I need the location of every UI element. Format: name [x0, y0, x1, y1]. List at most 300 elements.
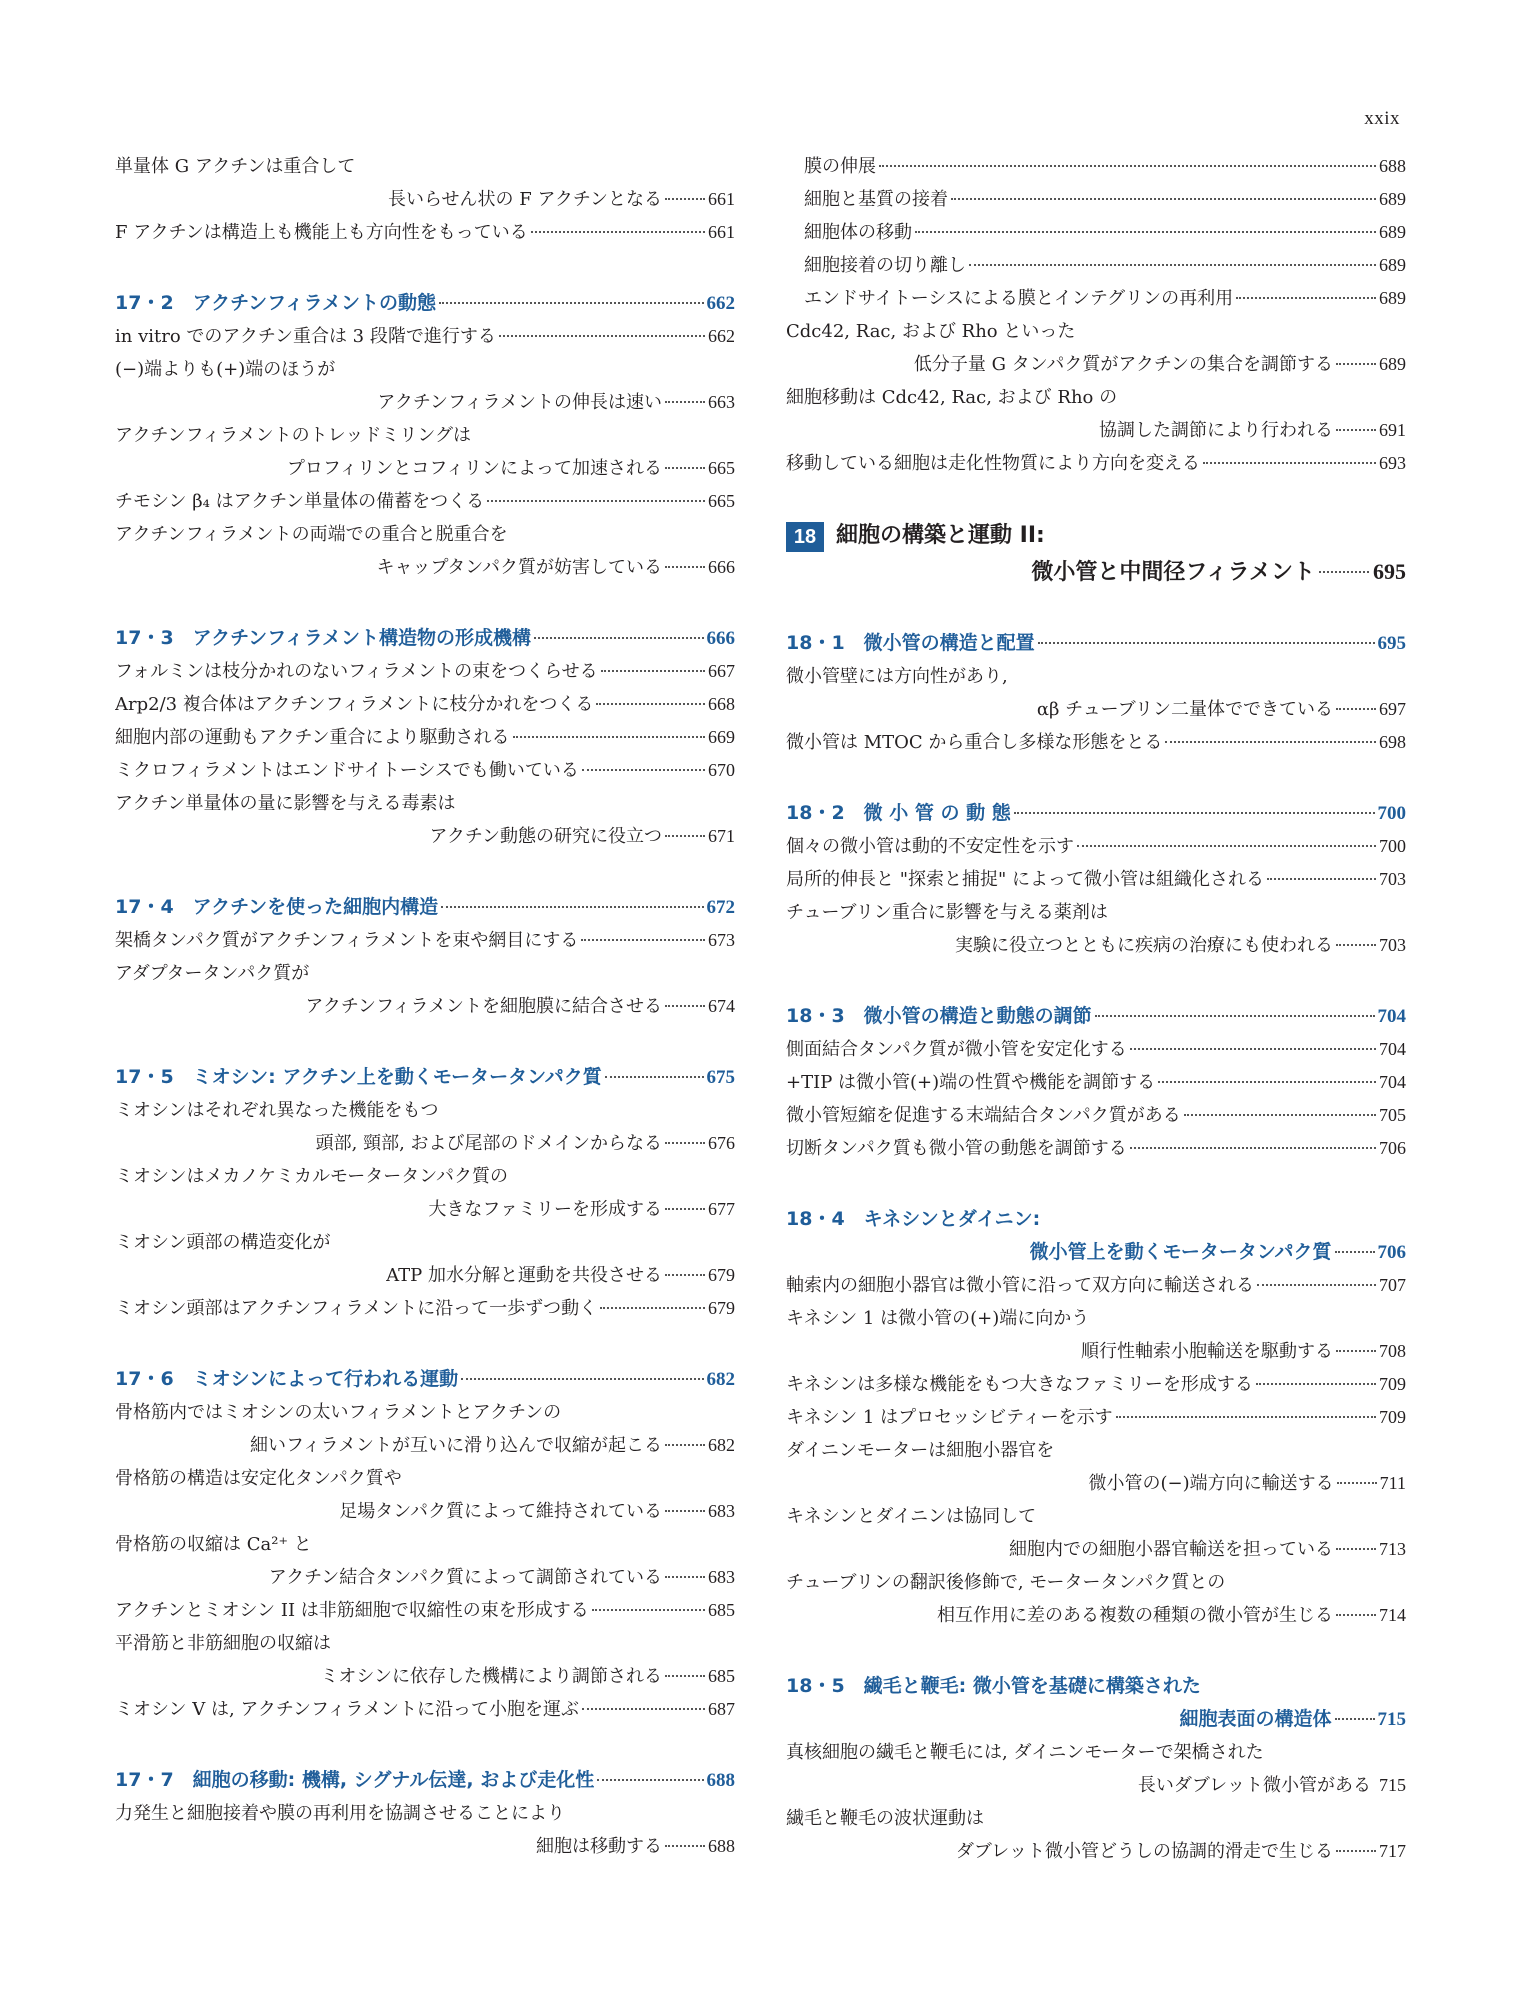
toc-entry[interactable]	[115, 754, 735, 787]
toc-entry-text: キャップタンパク質が妨害している	[376, 557, 662, 578]
toc-entry[interactable]	[786, 381, 1406, 414]
toc-page-number: 688	[708, 1836, 735, 1856]
toc-page-number: 704	[1379, 1072, 1406, 1092]
leader-dots	[665, 1005, 705, 1007]
chapter-number-badge: 18	[786, 522, 824, 552]
section-title: 18・3 微小管の構造と動態の調節	[786, 1005, 1092, 1027]
toc-entry-text: 架橋タンパク質がアクチンフィラメントを束や網目にする	[115, 930, 579, 951]
leader-dots	[1095, 1015, 1375, 1017]
toc-section	[115, 287, 735, 584]
toc-entry[interactable]	[115, 1094, 735, 1127]
toc-entry[interactable]	[786, 348, 1406, 381]
toc-entry-text: 移動している細胞は走化性物質により方向を変える	[786, 453, 1200, 474]
toc-page-number: 709	[1379, 1374, 1406, 1394]
toc-entry[interactable]	[115, 1797, 735, 1830]
toc-entry[interactable]	[115, 452, 735, 485]
toc-entry[interactable]	[115, 1561, 735, 1594]
toc-entry[interactable]	[786, 660, 1406, 693]
toc-entry[interactable]	[115, 1396, 735, 1429]
toc-entry[interactable]	[115, 1127, 735, 1160]
section-title-entry[interactable]	[115, 287, 735, 320]
toc-entry[interactable]	[786, 1302, 1406, 1335]
toc-page-number: 685	[708, 1600, 735, 1620]
toc-page-number: 667	[708, 661, 735, 681]
section-title: 18・1 微小管の構造と配置	[786, 632, 1035, 654]
toc-entry-text: 細いフィラメントが互いに滑り込んで収縮が起こる	[249, 1435, 662, 1456]
toc-page-number: 665	[708, 491, 735, 511]
section-title-entry[interactable]	[115, 1764, 735, 1797]
toc-entry[interactable]	[786, 726, 1406, 759]
toc-entry-text: 微小管は MTOC から重合し多様な形態をとる	[786, 732, 1163, 753]
toc-entry[interactable]	[786, 1599, 1406, 1632]
toc-page-number: 683	[708, 1567, 735, 1587]
toc-entry[interactable]	[786, 1566, 1406, 1599]
toc-page-number: 682	[708, 1435, 735, 1455]
toc-entry-text: ミオシンに依存した機構により調節される	[320, 1666, 662, 1687]
toc-entry-text: アクチンフィラメントの両端での重合と脱重合を	[115, 524, 508, 545]
toc-entry[interactable]	[786, 1099, 1406, 1132]
toc-entry-text: 細胞内での細胞小器官輸送を担っている	[1009, 1539, 1333, 1560]
leader-dots	[605, 1076, 704, 1078]
toc-entry-text: アクチンフィラメントの伸長は速い	[377, 392, 662, 413]
toc-entry-text: ダブレット微小管どうしの協調的滑走で生じる	[955, 1841, 1333, 1862]
section-title: 17・3 アクチンフィラメント構造物の形成機構	[115, 627, 532, 649]
toc-page-number: 689	[1379, 222, 1406, 242]
toc-entry-text: アクチンとミオシン II は非筋細胞で収縮性の束を形成する	[115, 1600, 589, 1621]
toc-page-number: 679	[708, 1298, 735, 1318]
leader-dots	[461, 1378, 703, 1380]
leader-dots	[1256, 1383, 1376, 1385]
toc-page-number: 715	[1379, 1775, 1406, 1795]
toc-entry[interactable]	[115, 990, 735, 1023]
section-title: 18・5 繊毛と鞭毛: 微小管を基礎に構築された	[786, 1675, 1201, 1697]
toc-entry-text: プロフィリンとコフィリンによって加速される	[286, 458, 662, 479]
leader-dots	[1257, 1284, 1376, 1286]
toc-left-column	[115, 150, 735, 1901]
toc-entry-text: 長いダブレット微小管がある	[1137, 1775, 1371, 1796]
toc-entry[interactable]	[115, 1226, 735, 1259]
leader-dots	[1158, 1081, 1376, 1083]
toc-entry-text: 大きなファミリーを形成する	[428, 1199, 662, 1220]
toc-entry[interactable]	[115, 721, 735, 754]
leader-dots	[1336, 1548, 1376, 1550]
toc-page-number: 706	[1377, 1242, 1406, 1263]
leader-dots	[531, 231, 705, 233]
toc-section	[786, 1000, 1406, 1165]
toc-entry-text: 低分子量 G タンパク質がアクチンの集合を調節する	[913, 354, 1333, 375]
leader-dots	[581, 939, 705, 941]
toc-entry[interactable]	[115, 353, 735, 386]
leader-dots	[665, 198, 705, 200]
toc-entry[interactable]	[786, 315, 1406, 348]
toc-page-number: 676	[708, 1133, 735, 1153]
toc-page-number: 677	[708, 1199, 735, 1219]
toc-page-number: 671	[708, 826, 735, 846]
toc-page-number: 669	[708, 727, 735, 747]
section-title-entry[interactable]	[786, 1203, 1406, 1236]
toc-page-number: 704	[1377, 1006, 1406, 1027]
toc-entry[interactable]	[786, 1368, 1406, 1401]
toc-section	[786, 797, 1406, 962]
toc-entry-text: 細胞と基質の接着	[804, 189, 948, 210]
leader-dots	[1038, 642, 1375, 644]
toc-entry-text: 切断タンパク質も微小管の動態を調節する	[786, 1138, 1127, 1159]
leader-dots	[513, 736, 705, 738]
leader-dots	[600, 1307, 705, 1309]
toc-entry[interactable]	[115, 216, 735, 249]
toc-entry-text: in vitro でのアクチン重合は 3 段階で進行する	[115, 326, 496, 347]
chapter-heading[interactable]	[786, 518, 1406, 591]
toc-entry-text: 骨格筋の構造は安定化タンパク質や	[115, 1468, 402, 1489]
toc-page-number: 687	[708, 1699, 735, 1719]
leader-dots	[499, 335, 705, 337]
section-title: 17・4 アクチンを使った細胞内構造	[115, 896, 439, 918]
toc-entry[interactable]	[115, 655, 735, 688]
chapter-page: 695	[1373, 559, 1406, 584]
toc-entry[interactable]	[786, 249, 1406, 282]
toc-entry-text: 力発生と細胞接着や膜の再利用を協調させることにより	[115, 1803, 565, 1824]
toc-page-number: 670	[708, 760, 735, 780]
leader-dots	[597, 1779, 703, 1781]
toc-entry[interactable]	[786, 183, 1406, 216]
section-title-entry[interactable]	[115, 622, 735, 655]
toc-page-number: 714	[1379, 1605, 1406, 1625]
toc-entry-text: 微小管の(−)端方向に輸送する	[1088, 1473, 1334, 1494]
toc-entry[interactable]	[115, 688, 735, 721]
toc-page-number: 688	[706, 1770, 735, 1791]
toc-entry[interactable]	[115, 485, 735, 518]
toc-entry-text: チモシン β₄ はアクチン単量体の備蓄をつくる	[115, 491, 485, 512]
section-title: 17・2 アクチンフィラメントの動態	[115, 292, 437, 314]
toc-entry[interactable]	[115, 1528, 735, 1561]
toc-entry[interactable]	[115, 1660, 735, 1693]
toc-entry-text: 平滑筋と非筋細胞の収縮は	[115, 1633, 331, 1654]
leader-dots	[665, 1142, 705, 1144]
leader-dots	[969, 264, 1376, 266]
leader-dots	[1014, 812, 1375, 814]
leader-dots	[1077, 845, 1376, 847]
toc-entry[interactable]	[786, 414, 1406, 447]
toc-entry-text: Cdc42, Rac, および Rho といった	[786, 321, 1076, 342]
toc-entry[interactable]	[115, 1259, 735, 1292]
toc-entry[interactable]	[115, 1830, 735, 1863]
toc-page-number: 707	[1379, 1275, 1406, 1295]
toc-entry[interactable]	[786, 1500, 1406, 1533]
toc-entry-text: ミオシン頭部はアクチンフィラメントに沿って一歩ずつ動く	[115, 1298, 598, 1319]
leader-dots	[487, 500, 705, 502]
toc-entry[interactable]	[115, 1495, 735, 1528]
toc-entry[interactable]	[115, 1193, 735, 1226]
leader-dots	[1184, 1114, 1376, 1116]
toc-entry[interactable]	[115, 150, 735, 183]
leader-dots	[1336, 429, 1376, 431]
leader-dots	[1203, 462, 1376, 464]
toc-entry-text: 軸索内の細胞小器官は微小管に沿って双方向に輸送される	[786, 1275, 1254, 1296]
toc-entry[interactable]	[786, 929, 1406, 962]
leader-dots	[1267, 878, 1376, 880]
toc-entry[interactable]	[115, 1462, 735, 1495]
toc-entry-text: 単量体 G アクチンは重合して	[115, 156, 356, 177]
section-title-entry[interactable]	[115, 891, 735, 924]
leader-dots	[596, 703, 705, 705]
toc-page-number: 717	[1379, 1841, 1406, 1861]
leader-dots	[1336, 1614, 1376, 1616]
toc-entry[interactable]	[786, 282, 1406, 315]
leader-dots	[1336, 1350, 1376, 1352]
toc-entry[interactable]	[786, 1335, 1406, 1368]
toc-entry-text: 真核細胞の繊毛と鞭毛には, ダイニンモーターで架橋された	[786, 1742, 1264, 1763]
toc-left-sections	[115, 287, 735, 1863]
toc-entry[interactable]	[786, 1269, 1406, 1302]
toc-entry-text: エンドサイトーシスによる膜とインテグリンの再利用	[804, 288, 1234, 309]
toc-entry-text: 骨格筋の収縮は Ca²⁺ と	[115, 1534, 312, 1555]
toc-entry-text: アクチンフィラメントのトレッドミリングは	[115, 425, 472, 446]
toc-section	[115, 1061, 735, 1325]
toc-page-number: 703	[1379, 869, 1406, 889]
toc-entry[interactable]	[115, 787, 735, 820]
section-title-entry[interactable]	[786, 627, 1406, 660]
toc-page-number: 700	[1377, 803, 1406, 824]
toc-entry[interactable]	[786, 1132, 1406, 1165]
toc-page-number: 665	[708, 458, 735, 478]
toc-entry-text: 骨格筋内ではミオシンの太いフィラメントとアクチンの	[115, 1402, 562, 1423]
toc-entry-text: ミオシン頭部の構造変化が	[115, 1232, 331, 1253]
toc-entry-text: 微小管短縮を促進する末端結合タンパク質がある	[786, 1105, 1181, 1126]
toc-entry[interactable]	[115, 924, 735, 957]
toc-page-number: 691	[1379, 420, 1406, 440]
section-title: 18・4 キネシンとダイニン:	[786, 1208, 1041, 1230]
leader-dots	[665, 1274, 705, 1276]
toc-entry-text: キネシン 1 は微小管の(+)端に向かう	[786, 1308, 1090, 1329]
toc-entry[interactable]	[786, 896, 1406, 929]
section-title-entry[interactable]	[115, 1363, 735, 1396]
toc-page-number: 689	[1379, 189, 1406, 209]
toc-entry[interactable]	[786, 830, 1406, 863]
toc-entry[interactable]	[786, 1835, 1406, 1868]
toc-entry-text: Arp2/3 複合体はアクチンフィラメントに枝分かれをつくる	[115, 694, 594, 715]
toc-entry[interactable]	[115, 320, 735, 353]
leader-dots	[1336, 1850, 1376, 1852]
toc-entry-text: 細胞内部の運動もアクチン重合により駆動される	[115, 727, 510, 748]
toc-page-number: 674	[708, 996, 735, 1016]
leader-dots	[915, 231, 1376, 233]
section-title-entry[interactable]	[786, 1670, 1406, 1703]
toc-entry-text: アクチン動態の研究に役立つ	[429, 826, 662, 847]
toc-entry-text: ATP 加水分解と運動を共役させる	[386, 1265, 662, 1286]
toc-entry[interactable]	[115, 1292, 735, 1325]
toc-entry[interactable]	[786, 1467, 1406, 1500]
chapter-title-line2: 微小管と中間径フィラメント	[1031, 560, 1315, 585]
page-number: xxix	[1364, 108, 1400, 129]
toc-page-number: 682	[706, 1369, 735, 1390]
leader-dots	[534, 637, 703, 639]
leader-dots	[582, 769, 705, 771]
toc-entry-text: 頭部, 頸部, および尾部のドメインからなる	[315, 1133, 662, 1154]
toc-page-number: 666	[706, 628, 735, 649]
toc-entry[interactable]	[786, 693, 1406, 726]
leader-dots	[1236, 297, 1376, 299]
toc-entry-text: キネシン 1 はプロセッシビティーを示す	[786, 1407, 1113, 1428]
toc-entry[interactable]	[786, 1769, 1406, 1802]
leader-dots	[665, 1444, 705, 1446]
leader-dots	[1116, 1416, 1376, 1418]
section-title-entry[interactable]	[786, 797, 1406, 830]
leader-dots	[1335, 1718, 1375, 1720]
leader-dots	[665, 566, 705, 568]
toc-section	[786, 1670, 1406, 1868]
toc-page-number: 662	[708, 326, 735, 346]
toc-page-number: 675	[706, 1067, 735, 1088]
leader-dots	[439, 302, 703, 304]
toc-entry-text: チューブリン重合に影響を与える薬剤は	[786, 902, 1108, 923]
toc-entry-text: 細胞体の移動	[804, 222, 912, 243]
leader-dots	[665, 1845, 705, 1847]
toc-intro-left	[115, 150, 735, 249]
toc-section	[115, 1363, 735, 1726]
toc-entry-text: 順行性軸索小胞輸送を駆動する	[1081, 1341, 1333, 1362]
toc-page-number: 661	[708, 189, 735, 209]
toc-page-number: 683	[708, 1501, 735, 1521]
toc-entry-text: アクチンフィラメントを細胞膜に結合させる	[305, 996, 662, 1017]
toc-entry[interactable]	[115, 1160, 735, 1193]
toc-section	[786, 1203, 1406, 1632]
leader-dots	[665, 1576, 705, 1578]
toc-entry-text: 繊毛と鞭毛の波状運動は	[786, 1808, 984, 1829]
toc-entry[interactable]	[115, 386, 735, 419]
toc-section	[115, 891, 735, 1023]
toc-page-number: 709	[1379, 1407, 1406, 1427]
toc-entry-text: アクチン単量体の量に影響を与える毒素は	[115, 793, 456, 814]
toc-entry-text: 微小管壁には方向性があり,	[786, 666, 1008, 687]
toc-entry[interactable]	[115, 518, 735, 551]
leader-dots	[665, 401, 705, 403]
toc-entry-text: 局所的伸長と "探索と捕捉" によって微小管は組織化される	[786, 869, 1264, 890]
toc-entry-text: 細胞は移動する	[536, 1836, 662, 1857]
toc-entry[interactable]	[786, 1434, 1406, 1467]
toc-entry[interactable]	[115, 1693, 735, 1726]
toc-entry-text: キネシンとダイニンは協同して	[786, 1506, 1037, 1527]
toc-page-number: 673	[708, 930, 735, 950]
toc-entry-text: +TIP は微小管(+)端の性質や機能を調節する	[786, 1072, 1156, 1093]
section-title: 17・5 ミオシン: アクチン上を動くモータータンパク質	[115, 1066, 602, 1088]
leader-dots	[665, 1208, 705, 1210]
toc-section	[786, 627, 1406, 759]
toc-entry[interactable]	[786, 1533, 1406, 1566]
toc-section	[115, 1764, 735, 1863]
toc-page-number: 700	[1379, 836, 1406, 856]
toc-entry[interactable]	[786, 447, 1406, 480]
leader-dots	[665, 1675, 705, 1677]
section-title: 17・6 ミオシンによって行われる運動	[115, 1368, 459, 1390]
section-title-entry[interactable]	[786, 1236, 1406, 1269]
toc-entry-text: 足場タンパク質によって維持されている	[339, 1501, 662, 1522]
section-title-entry[interactable]	[786, 1703, 1406, 1736]
toc-entry-text: 膜の伸展	[804, 156, 876, 177]
toc-entry[interactable]	[115, 419, 735, 452]
toc-intro-right	[786, 150, 1406, 480]
section-title-line2: 微小管上を動くモータータンパク質	[1029, 1241, 1332, 1263]
leader-dots	[1130, 1048, 1376, 1050]
toc-entry-text: アダプタータンパク質が	[115, 963, 310, 984]
section-title-entry[interactable]	[786, 1000, 1406, 1033]
toc-entry-text: 相互作用に差のある複数の種類の微小管が生じる	[937, 1605, 1333, 1626]
toc-page-number: 662	[706, 293, 735, 314]
toc-right-sections	[786, 627, 1406, 1868]
toc-entry[interactable]	[115, 1627, 735, 1660]
toc-entry[interactable]	[786, 1033, 1406, 1066]
toc-section	[115, 622, 735, 853]
leader-dots	[951, 198, 1376, 200]
section-title-line2: 細胞表面の構造体	[1179, 1708, 1332, 1730]
toc-entry[interactable]	[786, 1401, 1406, 1434]
toc-entry-text: ミクロフィラメントはエンドサイトーシスでも働いている	[115, 760, 579, 781]
leader-dots	[1336, 363, 1376, 365]
toc-entry[interactable]	[786, 216, 1406, 249]
toc-entry-text: F アクチンは構造上も機能上も方向性をもっている	[115, 222, 528, 243]
toc-page-number: 679	[708, 1265, 735, 1285]
toc-page-number: 713	[1379, 1539, 1406, 1559]
toc-page-number: 705	[1379, 1105, 1406, 1125]
toc-entry[interactable]	[786, 150, 1406, 183]
toc-page-number: 689	[1379, 255, 1406, 275]
toc-page-number: 704	[1379, 1039, 1406, 1059]
toc-page-number: 708	[1379, 1341, 1406, 1361]
toc-entry-text: αβ チューブリン二量体でできている	[1036, 699, 1333, 720]
toc-entry[interactable]	[115, 957, 735, 990]
toc-page-number: 668	[708, 694, 735, 714]
section-title: 17・7 細胞の移動: 機構, シグナル伝達, および走化性	[115, 1769, 595, 1791]
toc-page-number: 698	[1379, 732, 1406, 752]
leader-dots	[1130, 1147, 1376, 1149]
toc-right-column	[786, 150, 1406, 1906]
toc-page-number: 688	[1379, 156, 1406, 176]
toc-entry[interactable]	[115, 183, 735, 216]
toc-entry-text: ダイニンモーターは細胞小器官を	[786, 1440, 1055, 1461]
toc-entry-text: 側面結合タンパク質が微小管を安定化する	[786, 1039, 1127, 1060]
leader-dots	[1335, 1251, 1375, 1253]
leader-dots	[582, 1708, 705, 1710]
toc-entry[interactable]	[786, 1802, 1406, 1835]
toc-entry-text: 協調した調節により行われる	[1099, 420, 1333, 441]
toc-entry-text: 細胞接着の切り離し	[804, 255, 966, 276]
toc-page-number: 693	[1379, 453, 1406, 473]
toc-page-number: 711	[1379, 1473, 1406, 1493]
toc-page-number: 663	[708, 392, 735, 412]
toc-entry[interactable]	[786, 863, 1406, 896]
toc-entry[interactable]	[115, 820, 735, 853]
toc-entry-text: キネシンは多様な機能をもつ大きなファミリーを形成する	[786, 1374, 1253, 1395]
toc-entry[interactable]	[115, 551, 735, 584]
toc-entry-text: 長いらせん状の F アクチンとなる	[388, 189, 662, 210]
toc-entry[interactable]	[786, 1066, 1406, 1099]
toc-entry-text: フォルミンは枝分かれのないフィラメントの束をつくらせる	[115, 661, 598, 682]
section-title: 18・2 微 小 管 の 動 態	[786, 802, 1011, 824]
toc-entry-text: チューブリンの翻訳後修飾で, モータータンパク質との	[786, 1572, 1226, 1593]
toc-page-number: 672	[706, 897, 735, 918]
leader-dots	[665, 467, 705, 469]
section-title-entry[interactable]	[115, 1061, 735, 1094]
leader-dots	[1319, 571, 1369, 573]
leader-dots	[601, 670, 705, 672]
toc-entry[interactable]	[115, 1429, 735, 1462]
toc-page-number: 666	[708, 557, 735, 577]
toc-page-number: 697	[1379, 699, 1406, 719]
toc-entry[interactable]	[115, 1594, 735, 1627]
leader-dots	[665, 1510, 705, 1512]
toc-entry-text: アクチン結合タンパク質によって調節されている	[268, 1567, 662, 1588]
chapter-title-line1: 細胞の構築と運動 II:	[836, 523, 1045, 548]
toc-entry[interactable]	[786, 1736, 1406, 1769]
